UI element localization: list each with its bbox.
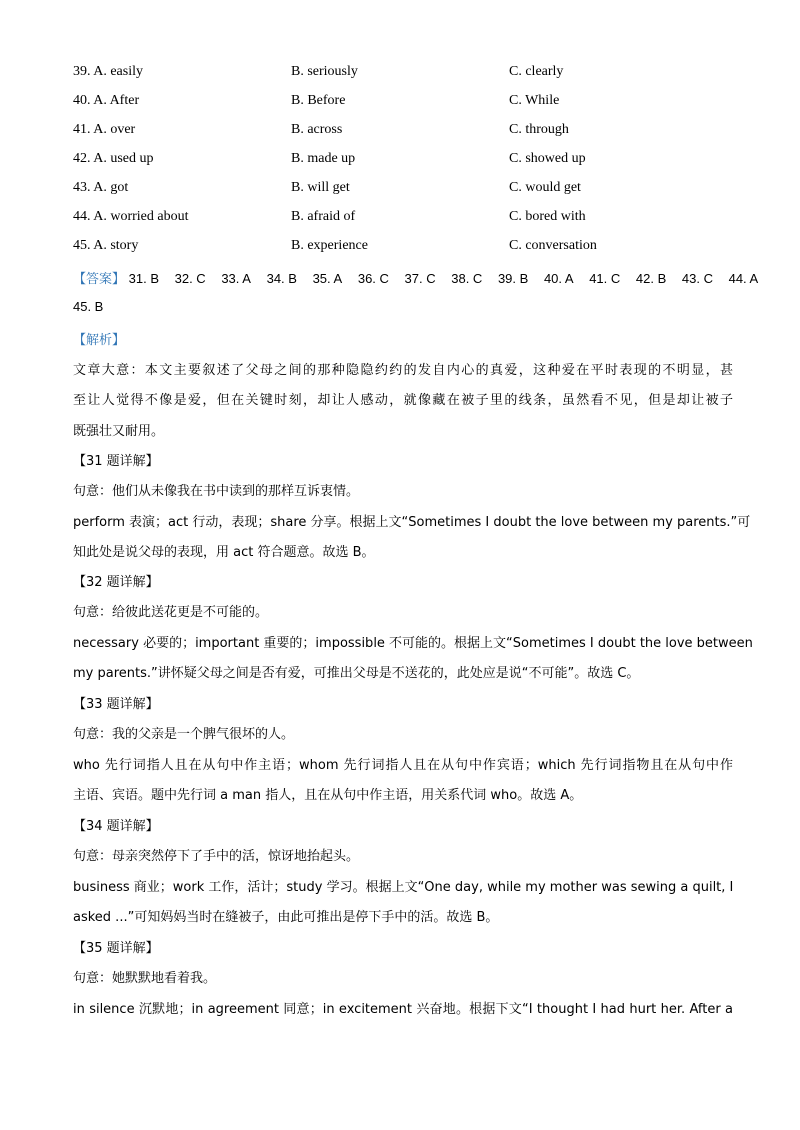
option-a: 44. A. worried about <box>73 209 189 224</box>
answer-item: 32. C <box>174 271 206 286</box>
question-row-41 <box>73 122 733 142</box>
question-row-40 <box>73 93 733 113</box>
answer-item: 40. A <box>543 271 574 286</box>
option-c: C. bored with <box>509 209 586 224</box>
detail-explain: 知此处是说父母的表现，用 act 符合题意。故选 B。 <box>73 545 375 560</box>
answer-item: 42. B <box>635 271 667 286</box>
question-row-39 <box>73 64 733 84</box>
option-a: 39. A. easily <box>73 64 143 79</box>
answer-item: 38. C <box>451 271 483 286</box>
detail-meaning: 句意：她默默地看着我。 <box>73 971 217 986</box>
answer-item: 34. B <box>266 271 297 286</box>
detail-heading: 【32 题详解】 <box>73 575 159 590</box>
option-a: 43. A. got <box>73 180 129 195</box>
answer-item: 33. A <box>221 271 251 286</box>
question-row-42 <box>73 151 733 171</box>
answer-label: 【答案】 <box>73 271 126 286</box>
answer-item: 37. C <box>404 271 436 286</box>
detail-meaning: 句意：母亲突然停下了手中的活，惊讶地抬起头。 <box>73 849 360 864</box>
option-b: B. Before <box>291 93 346 108</box>
detail-explain: perform 表演；act 行动，表现；share 分享。根据上文“Sometimes I doubt the love between my parents.”可 <box>73 515 751 530</box>
analysis-label: 【解析】 <box>73 333 126 348</box>
summary-line: 至让人觉得不像是爱，但在关键时刻，却让人感动，就像藏在被子里的线条，虽然看不见，但是却让被子 <box>73 393 733 408</box>
detail-meaning: 句意：给彼此送花更是不可能的。 <box>73 605 269 620</box>
answer-item: 45. B <box>73 299 104 314</box>
detail-meaning: 句意：他们从未像我在书中读到的那样互诉衷情。 <box>73 484 360 499</box>
detail-explain: business 商业；work 工作，活计；study 学习。根据上文“One day, while my mother was sewing a quilt, I <box>73 880 734 895</box>
answer-line-last <box>73 299 733 314</box>
answer-item: 41. C <box>589 271 621 286</box>
detail-explain: who 先行词指人且在从句中作主语；whom 先行词指人且在从句中作宾语；which 先行词指物且在从句中作 <box>73 758 733 773</box>
question-row-44 <box>73 209 733 229</box>
option-c: C. While <box>509 93 560 108</box>
option-b: B. seriously <box>291 64 358 79</box>
option-a: 42. A. used up <box>73 151 154 166</box>
answer-item: 39. B <box>497 271 529 286</box>
answer-item: 43. C <box>681 271 713 286</box>
summary-line: 既强壮又耐用。 <box>73 424 165 439</box>
answer-item: 44. A <box>728 271 759 286</box>
detail-heading: 【31 题详解】 <box>73 454 159 469</box>
question-row-43 <box>73 180 733 200</box>
option-c: C. conversation <box>509 238 597 253</box>
question-row-45 <box>73 238 733 258</box>
detail-heading: 【34 题详解】 <box>73 819 159 834</box>
answer-item: 36. C <box>357 271 389 286</box>
option-b: B. made up <box>291 151 356 166</box>
option-b: B. experience <box>291 238 368 253</box>
detail-explain: 主语、宾语。题中先行词 a man 指人，且在从句中作主语，用关系代词 who。故选 A。 <box>73 788 583 803</box>
detail-heading: 【35 题详解】 <box>73 941 159 956</box>
answer-line <box>73 268 759 287</box>
option-c: C. showed up <box>509 151 586 166</box>
detail-explain: my parents.”讲怀疑父母之间是否有爱，可推出父母是不送花的，此处应是说“不可能”。故选 C。 <box>73 666 640 681</box>
option-c: C. would get <box>509 180 581 195</box>
answer-items <box>129 271 759 286</box>
option-c: C. clearly <box>509 64 564 79</box>
detail-explain: asked ...”可知妈妈当时在缝被子，由此可推出是停下手中的活。故选 B。 <box>73 910 499 925</box>
option-b: B. will get <box>291 180 350 195</box>
answer-item: 35. A <box>312 271 343 286</box>
option-a: 45. A. story <box>73 238 139 253</box>
option-a: 40. A. After <box>73 93 140 108</box>
summary-line: 文章大意：本文主要叙述了父母之间的那种隐隐约约的发自内心的真爱，这种爱在平时表现的不明显，甚 <box>73 363 733 378</box>
detail-heading: 【33 题详解】 <box>73 697 159 712</box>
detail-meaning: 句意：我的父亲是一个脾气很坏的人。 <box>73 727 295 742</box>
option-b: B. across <box>291 122 343 137</box>
option-c: C. through <box>509 122 569 137</box>
option-b: B. afraid of <box>291 209 356 224</box>
detail-explain: necessary 必要的；important 重要的；impossible 不可能的。根据上文“Sometimes I doubt the love between <box>73 636 753 651</box>
option-a: 41. A. over <box>73 122 136 137</box>
detail-explain: in silence 沉默地；in agreement 同意；in excitement 兴奋地。根据下文“I thought I had hurt her. After a <box>73 1002 733 1017</box>
answer-item: 31. B <box>128 271 159 286</box>
